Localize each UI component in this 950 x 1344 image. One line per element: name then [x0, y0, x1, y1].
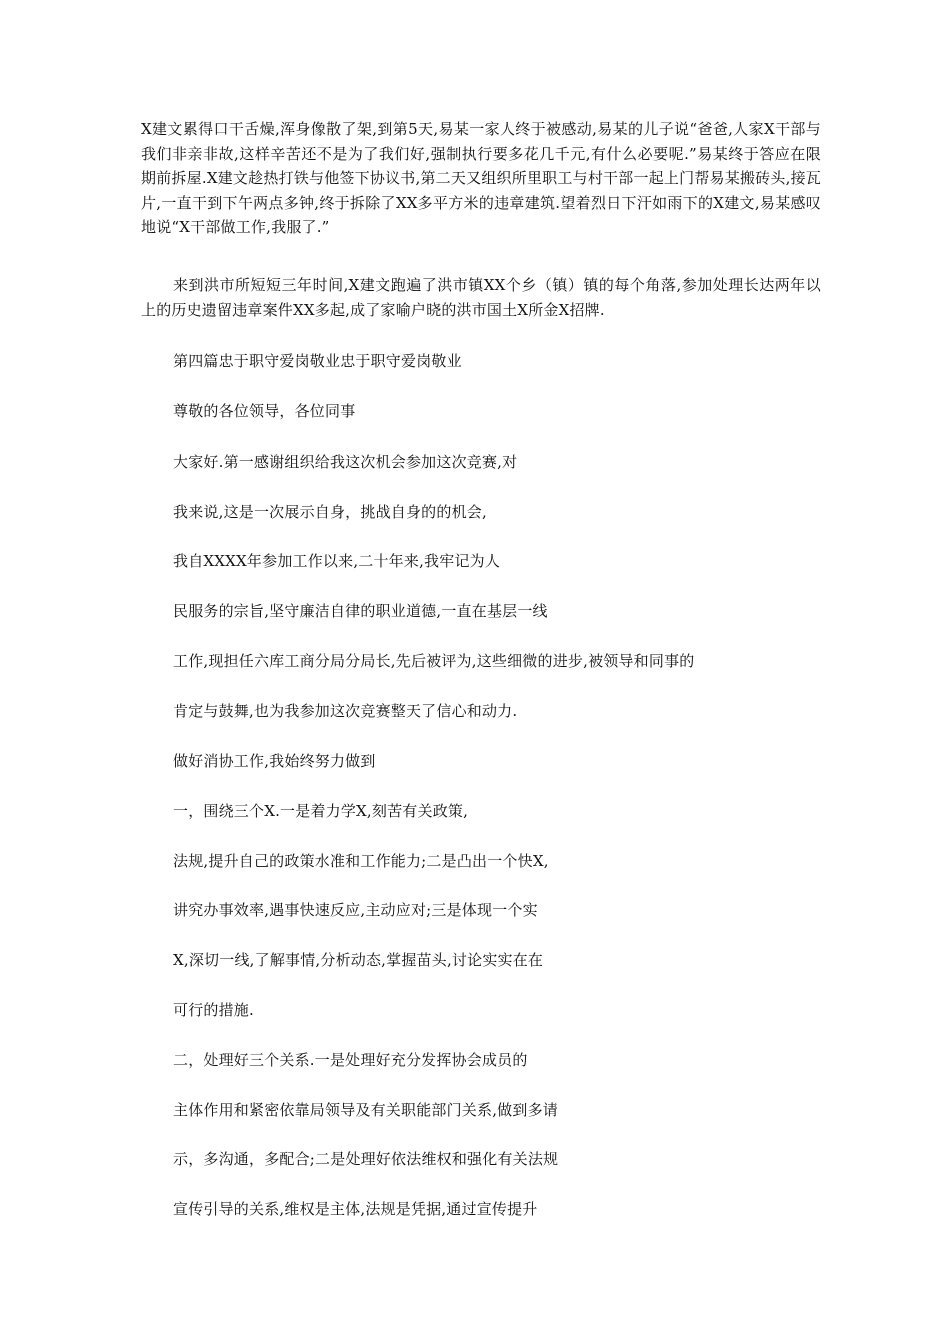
- text-line: 法规,提升自己的政策水准和工作能力;二是凸出一个快X,: [173, 852, 549, 870]
- text-line: 宣传引导的关系,维权是主体,法规是凭据,通过宣传提升: [173, 1200, 538, 1218]
- paragraph-continuation: X建文累得口干舌燥,浑身像散了架,到第5天,易某一家人终于被感动,易某的儿子说“爸爸,人家X干部与我们非亲非故,这样辛苦还不是为了我们好,强制执行要多花几千元,有什么必要呢.”易某终于答应在限期前拆屋.X建文趁热打铁与他签下协议书,第二天又组织所里职工与村干部一起上门帮易某搬砖头,接瓦片,一直干到下午两点多钟,终于拆除了XX多平方米的违章建筑.望着烈日下汗如雨下的X建文,易某感叹地说“X干部做工作,我服了.”: [141, 120, 821, 236]
- text-line: 主体作用和紧密依靠局领导及有关职能部门关系,做到多请: [173, 1101, 558, 1119]
- text-line: 讲究办事效率,遇事快速反应,主动应对;三是体现一个实: [173, 901, 538, 919]
- text-line: 肯定与鼓舞,也为我参加这次竞赛整天了信心和动力.: [173, 702, 518, 720]
- text-line: 可行的措施.: [173, 1001, 254, 1019]
- text-line: 做好消协工作,我始终努力做到: [173, 752, 376, 770]
- paragraph-hongshi: 来到洪市所短短三年时间,X建文跑遍了洪市镇XX个乡（镇）镇的每个角落,参加处理长达两年以上的历史遗留违章案件XX多起,成了家喻户晓的洪市国土X所金X招牌.: [141, 276, 821, 319]
- salutation: 尊敬的各位领导，各位同事: [173, 402, 356, 420]
- text-line: 我来说,这是一次展示自身，挑战自身的的机会,: [173, 503, 487, 521]
- text-line: 大家好.第一感谢组织给我这次机会参加这次竞赛,对: [173, 453, 518, 471]
- text-line: 示，多沟通，多配合;二是处理好依法维权和强化有关法规: [173, 1150, 559, 1168]
- text-line: 二，处理好三个关系.一是处理好充分发挥协会成员的: [173, 1051, 528, 1069]
- text-line: 民服务的宗旨,坚守廉洁自律的职业道德,一直在基层一线: [173, 602, 548, 620]
- text-line: 我自XXXX年参加工作以来,二十年来,我牢记为人: [173, 552, 501, 570]
- text-line: 工作,现担任六库工商分局分局长,先后被评为,这些细微的进步,被领导和同事的: [173, 652, 695, 670]
- text-line: 一，围绕三个X.一是着力学X,刻苦有关政策,: [173, 802, 469, 820]
- section-title: 第四篇忠于职守爱岗敬业忠于职守爱岗敬业: [173, 352, 462, 370]
- text-line: X,深切一线,了解事情,分析动态,掌握苗头,讨论实实在在: [173, 951, 544, 969]
